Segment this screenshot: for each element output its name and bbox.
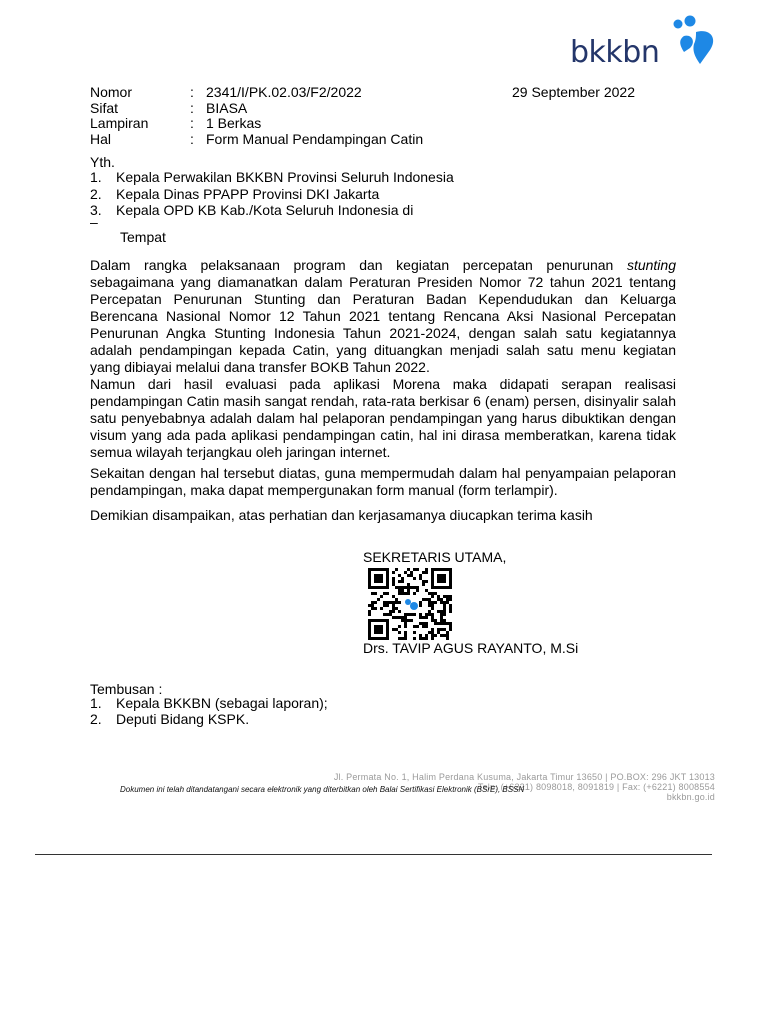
list-item	[90, 186, 454, 203]
list-item	[90, 169, 454, 186]
list-number: 3.	[90, 202, 102, 218]
body-paragraph-2: Namun dari hasil evaluasi pada aplikasi Morena maka didapati serapan realisasi pendampingan Catin masih sangat rendah, rata-rata berkisar 6 (enam) persen, disinyalir salah satu penyebabnya adalah dalam hal pelaporan pendampingan yang harus dibuktikan dengan visum yang ada pada aplikasi pendampingan catin, hal ini dirasa memberatkan, karena tidak semua wilayah terjangkau oleh jaringan internet.	[90, 376, 676, 460]
meta-value-hal: Form Manual Pendampingan Catin	[206, 130, 424, 147]
addressee-text: Kepala OPD KB Kab./Kota Seluruh Indonesia di	[116, 202, 414, 218]
salutation: Yth.	[90, 154, 115, 170]
body-paragraph-4: Demikian disampaikan, atas perhatian dan kerjasamanya diucapkan terima kasih	[90, 507, 593, 523]
meta-value-nomor: 2341/I/PK.02.03/F2/2022	[206, 84, 362, 100]
meta-row-sifat	[90, 101, 423, 117]
signatory-title: SEKRETARIS UTAMA,	[363, 549, 507, 565]
cc-title: Tembusan :	[90, 681, 163, 697]
signatory-name: Drs. TAVIP AGUS RAYANTO, M.Si	[363, 640, 579, 656]
paragraph-text: Dalam rangka pelaksanaan program dan kegiatan percepatan penurunan	[90, 257, 627, 273]
list-item	[90, 696, 328, 712]
addressee-place: Tempat	[120, 229, 166, 245]
body-paragraph-3: Sekaitan dengan hal tersebut diatas, guna mempermudah dalam hal penyampaian pelaporan pendampingan, maka dapat mempergunakan form manual (form terlampir).	[90, 465, 676, 498]
letter-meta	[90, 85, 423, 147]
bkkbn-logo	[570, 14, 722, 70]
meta-colon: :	[190, 115, 194, 131]
meta-row-lampiran	[90, 116, 423, 132]
cc-text: Deputi Bidang KSPK.	[116, 710, 250, 727]
logo-mark-icon	[666, 14, 722, 70]
logo-text: bkkbn	[570, 35, 660, 70]
meta-row-nomor	[90, 85, 423, 101]
list-number: 2.	[90, 710, 102, 727]
meta-label: Nomor	[90, 84, 133, 100]
esign-note: Dokumen ini telah ditandatangani secara elektronik yang diterbitkan oleh Balai Sertifikasi Elektronik (BSrE), BSSN	[120, 785, 525, 794]
list-number: 1.	[90, 695, 102, 711]
cc-list	[90, 696, 328, 727]
meta-label: Lampiran	[90, 115, 149, 131]
meta-colon: :	[190, 84, 194, 100]
italic-term: stunting	[626, 257, 676, 273]
divider	[35, 854, 712, 855]
addressee-text: Kepala Perwakilan BKKBN Provinsi Seluruh Indonesia	[116, 169, 454, 185]
meta-label: Sifat	[90, 99, 119, 116]
body-paragraph-1	[90, 257, 676, 376]
footer-address-line: Jl. Permata No. 1, Halim Perdana Kusuma, Jakarta Timur 13650 | PO.BOX: 296 JKT 13013	[333, 772, 715, 782]
cc-text: Kepala BKKBN (sebagai laporan);	[116, 695, 328, 711]
meta-colon: :	[190, 99, 194, 116]
meta-value-sifat: BIASA	[206, 99, 248, 116]
list-number: 2.	[90, 185, 102, 202]
footer-website: bkkbn.go.id	[666, 792, 715, 802]
footer-contact-line: Telp: (+6221) 8098018, 8091819 | Fax: (+6221) 8008554	[477, 782, 715, 792]
qr-code-icon	[368, 568, 454, 640]
addressee-list	[90, 169, 454, 219]
paragraph-text: sebagaimana yang diamanatkan dalam Peraturan Presiden Nomor 72 tahun 2021 tentang Percepatan Penurunan Stunting dan Peraturan Badan Kependudukan dan Keluarga Berencana Nasional Nomor 12 Tahun 2021 tentang Rencana Aksi Nasional Percepatan Penurunan Angka Stunting Indonesia Tahun 2021-2024, dengan salah satu kegiatannya adalah pendampingan kepada Catin, yang dituangkan menjadi salah satu menu kegiatan yang dibiayai melalui dana transfer BOKB Tahun 2022.	[90, 274, 676, 375]
letter-date: 29 September 2022	[512, 84, 635, 100]
meta-value-lampiran: 1 Berkas	[206, 115, 262, 131]
list-item	[90, 202, 454, 219]
meta-row-hal	[90, 132, 423, 148]
addressee-text: Kepala Dinas PPAPP Provinsi DKI Jakarta	[116, 185, 380, 202]
addressee-dash: –	[90, 214, 98, 230]
list-item	[90, 712, 328, 728]
list-number: 1.	[90, 169, 102, 185]
meta-label: Hal	[90, 130, 112, 147]
meta-colon: :	[190, 130, 194, 147]
